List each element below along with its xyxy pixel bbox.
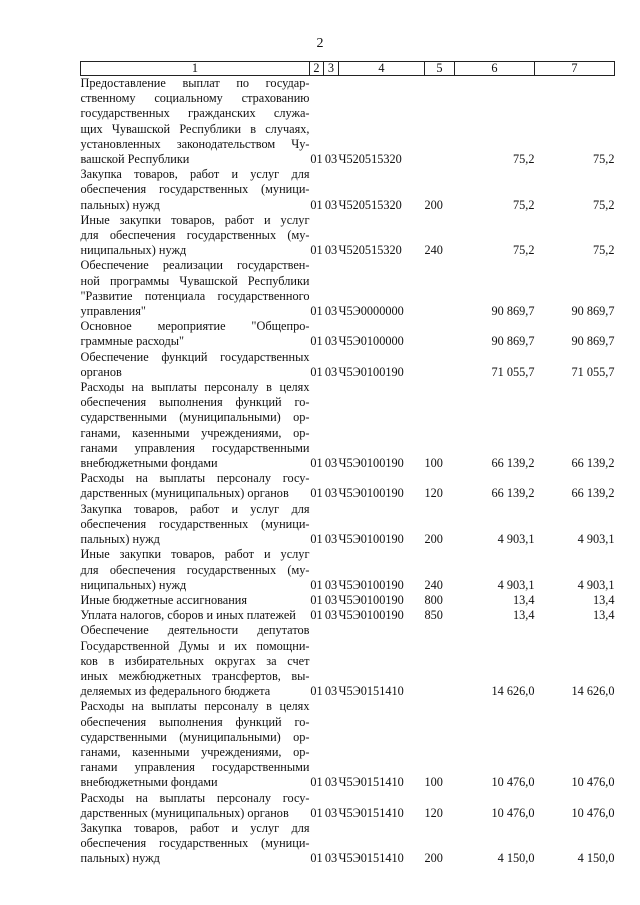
- section-code: 01: [310, 152, 323, 167]
- expense-type-code: 200: [424, 851, 443, 866]
- amount-year-2: 4 150,0: [577, 851, 615, 866]
- subsection-code: 03: [324, 775, 338, 790]
- expense-type-code: [425, 319, 455, 349]
- amount-year-1: 4 903,1: [497, 532, 535, 547]
- table-row: [81, 350, 615, 380]
- expense-type-code: 240: [424, 577, 443, 592]
- subsection-code: 03: [324, 532, 338, 547]
- expense-type-code: 240: [424, 243, 443, 258]
- target-article-code: Ч5Э0000000: [338, 304, 404, 319]
- expense-name-line: внебюджетными фондами: [80, 775, 218, 790]
- expense-name-line: ганами, казенными учреждениями, ор-: [80, 744, 310, 759]
- table-row: [81, 593, 615, 608]
- expense-type-code: 100: [424, 775, 443, 790]
- amount-year-1: 66 139,2: [491, 486, 535, 501]
- expense-name-line: Расходы на выплаты персоналу в целях: [80, 699, 310, 714]
- table-row: [81, 699, 615, 790]
- expense-name: [81, 258, 310, 319]
- expense-name-line: Уплата налогов, сборов и иных платежей: [80, 608, 296, 623]
- expense-name-line: ственному социальному страхованию: [80, 91, 310, 106]
- amount-year-2: 66 139,2: [571, 456, 615, 471]
- expense-type-code: [425, 623, 455, 699]
- expense-name-line: Обеспечение деятельности депутатов: [80, 623, 310, 638]
- expense-name-line: государственных гражданских служа-: [80, 106, 310, 121]
- expense-name: [81, 699, 310, 790]
- expense-name-line: Расходы на выплаты персоналу в целях: [80, 380, 310, 395]
- target-article-code: Ч5Э0151410: [338, 775, 404, 790]
- expense-name-line: сударственными (муниципальными) ор-: [80, 729, 310, 744]
- table-row: [81, 608, 615, 623]
- amount-year-1: 10 476,0: [491, 775, 535, 790]
- amount-year-1: 14 626,0: [491, 684, 535, 699]
- target-article-code: Ч5Э0100190: [338, 532, 404, 547]
- expense-name: [81, 167, 310, 213]
- table-row: [81, 791, 615, 821]
- expense-name-line: Расходы на выплаты персоналу госу-: [80, 790, 310, 805]
- amount-year-2: 71 055,7: [571, 364, 615, 379]
- column-header: 1: [81, 62, 310, 76]
- section-code: 01: [310, 304, 323, 319]
- expense-name-line: пальных) нужд: [80, 851, 160, 866]
- amount-year-2: 13,4: [592, 592, 615, 607]
- expense-name-line: Предоставление выплат по государ-: [80, 76, 310, 90]
- column-header: 7: [535, 62, 615, 76]
- expense-name-line: ной программы Чувашской Республики: [80, 273, 310, 288]
- expense-name: [81, 623, 310, 699]
- target-article-code: Ч5Э0100190: [338, 608, 404, 623]
- expense-type-code: 200: [424, 532, 443, 547]
- expense-name-line: ганами, казенными учреждениями, ор-: [80, 425, 310, 440]
- table-row: [81, 258, 615, 319]
- table-row: [81, 319, 615, 349]
- amount-year-2: 75,2: [592, 197, 615, 212]
- expense-type-code: [425, 258, 455, 319]
- section-code: 01: [310, 577, 323, 592]
- expense-name-line: ков в избирательных округах за счет: [80, 653, 310, 668]
- table-row: [81, 213, 615, 259]
- target-article-code: Ч5Э0151410: [338, 851, 404, 866]
- expense-name-line: ниципальных) нужд: [80, 577, 187, 592]
- subsection-code: 03: [324, 805, 338, 820]
- target-article-code: Ч520515320: [338, 152, 402, 167]
- expense-name-line: обеспечения выполнения функций го-: [80, 714, 310, 729]
- section-code: 01: [310, 334, 323, 349]
- amount-year-1: 66 139,2: [491, 456, 535, 471]
- amount-year-2: 4 903,1: [577, 577, 615, 592]
- amount-year-2: 75,2: [592, 152, 615, 167]
- section-code: 01: [310, 243, 323, 258]
- amount-year-2: 14 626,0: [571, 684, 615, 699]
- amount-year-2: 10 476,0: [571, 775, 615, 790]
- header-row: [81, 62, 615, 76]
- expense-name-line: Закупка товаров, работ и услуг для: [80, 167, 310, 182]
- target-article-code: Ч520515320: [338, 243, 402, 258]
- subsection-code: 03: [324, 851, 338, 866]
- target-article-code: Ч5Э0151410: [338, 805, 404, 820]
- expense-type-code: 100: [424, 456, 443, 471]
- target-article-code: Ч5Э0100000: [338, 334, 404, 349]
- table-row: [81, 380, 615, 471]
- subsection-code: 03: [324, 152, 338, 167]
- expense-name: [81, 319, 310, 349]
- expense-name-line: граммные расходы": [80, 334, 185, 349]
- amount-year-2: 90 869,7: [571, 304, 615, 319]
- amount-year-2: 66 139,2: [571, 486, 615, 501]
- expense-type-code: 800: [424, 592, 443, 607]
- expense-type-code: 120: [424, 805, 443, 820]
- target-article-code: Ч5Э0100190: [338, 456, 404, 471]
- target-article-code: Ч520515320: [338, 197, 402, 212]
- expense-name-line: для обеспечения государственных (му-: [80, 562, 310, 577]
- expense-name: [81, 380, 310, 471]
- expense-name-line: пальных) нужд: [80, 532, 160, 547]
- table-row: [81, 623, 615, 699]
- expense-name: [81, 821, 310, 867]
- section-code: 01: [310, 775, 323, 790]
- section-code: 01: [310, 592, 323, 607]
- expense-name-line: ганами управления государственными: [80, 760, 310, 775]
- amount-year-1: 4 903,1: [497, 577, 535, 592]
- section-code: 01: [310, 608, 323, 623]
- expense-name-line: внебюджетными фондами: [80, 456, 218, 471]
- page-number: 2: [316, 36, 324, 51]
- expense-name: [81, 593, 310, 608]
- expense-name-line: дарственных (муниципальных) органов: [80, 486, 289, 501]
- section-code: 01: [310, 364, 323, 379]
- subsection-code: 03: [324, 486, 338, 501]
- target-article-code: Ч5Э0100190: [338, 577, 404, 592]
- subsection-code: 03: [324, 577, 338, 592]
- amount-year-1: 75,2: [512, 197, 535, 212]
- table-row: [81, 502, 615, 548]
- expense-name-line: "Развитие потенциала государственного: [80, 288, 310, 303]
- expense-name-line: Иные закупки товаров, работ и услуг: [80, 547, 310, 562]
- expense-name-line: дарственных (муниципальных) органов: [80, 805, 289, 820]
- subsection-code: 03: [324, 304, 338, 319]
- target-article-code: Ч5Э0100190: [338, 486, 404, 501]
- amount-year-2: 75,2: [592, 243, 615, 258]
- expense-name-line: вашской Республики: [80, 152, 190, 167]
- subsection-code: 03: [324, 592, 338, 607]
- expense-name-line: иных межбюджетных трансфертов, вы-: [80, 668, 310, 683]
- table-row: [81, 76, 615, 168]
- column-header: 3: [324, 62, 339, 76]
- amount-year-1: 4 150,0: [497, 851, 535, 866]
- expense-name-line: ниципальных) нужд: [80, 243, 187, 258]
- expense-type-code: [425, 76, 455, 168]
- column-header: 6: [455, 62, 535, 76]
- target-article-code: Ч5Э0100190: [338, 364, 404, 379]
- amount-year-1: 90 869,7: [491, 334, 535, 349]
- amount-year-2: 4 903,1: [577, 532, 615, 547]
- expense-type-code: 850: [424, 608, 443, 623]
- column-header: 2: [310, 62, 324, 76]
- expense-name: [81, 350, 310, 380]
- expense-name: [81, 547, 310, 593]
- expense-name-line: Иные бюджетные ассигнования: [80, 592, 248, 607]
- expense-type-code: [425, 350, 455, 380]
- amount-year-2: 13,4: [592, 608, 615, 623]
- expense-name-line: пальных) нужд: [80, 197, 160, 212]
- section-code: 01: [310, 532, 323, 547]
- expense-name-line: управления": [80, 304, 146, 319]
- expense-name: [81, 76, 310, 168]
- expense-name-line: Закупка товаров, работ и услуг для: [80, 820, 310, 835]
- table-row: [81, 547, 615, 593]
- section-code: 01: [310, 197, 323, 212]
- amount-year-2: 90 869,7: [571, 334, 615, 349]
- expense-type-code: 120: [424, 486, 443, 501]
- expense-name-line: обеспечения государственных (муници-: [80, 836, 310, 851]
- expense-name-line: органов: [80, 364, 122, 379]
- expense-name-line: обеспечения выполнения функций го-: [80, 395, 310, 410]
- expense-name: [81, 502, 310, 548]
- amount-year-1: 13,4: [512, 608, 535, 623]
- expense-name-line: обеспечения государственных (муници-: [80, 182, 310, 197]
- expense-name-line: Обеспечение функций государственных: [80, 349, 310, 364]
- amount-year-1: 10 476,0: [491, 805, 535, 820]
- amount-year-2: 10 476,0: [571, 805, 615, 820]
- section-code: 01: [310, 684, 323, 699]
- section-code: 01: [310, 486, 323, 501]
- expense-name-line: Государственной Думы и их помощни-: [80, 638, 310, 653]
- section-code: 01: [310, 805, 323, 820]
- expense-name-line: обеспечения государственных (муници-: [80, 516, 310, 531]
- expense-name-line: Обеспечение реализации государствен-: [80, 258, 310, 273]
- subsection-code: 03: [324, 197, 338, 212]
- target-article-code: Ч5Э0151410: [338, 684, 404, 699]
- expense-name-line: установленных законодательством Чу-: [80, 136, 310, 151]
- expense-name-line: Закупка товаров, работ и услуг для: [80, 501, 310, 516]
- table-row: [81, 167, 615, 213]
- amount-year-1: 75,2: [512, 243, 535, 258]
- amount-year-1: 75,2: [512, 152, 535, 167]
- expense-name-line: для обеспечения государственных (му-: [80, 228, 310, 243]
- target-article-code: Ч5Э0100190: [338, 592, 404, 607]
- column-header: 5: [425, 62, 455, 76]
- expense-name-line: ганами управления государственными: [80, 440, 310, 455]
- subsection-code: 03: [324, 334, 338, 349]
- subsection-code: 03: [324, 364, 338, 379]
- expense-name-line: Иные закупки товаров, работ и услуг: [80, 212, 310, 227]
- amount-year-1: 71 055,7: [491, 364, 535, 379]
- column-header: 4: [339, 62, 425, 76]
- amount-year-1: 13,4: [512, 592, 535, 607]
- section-code: 01: [310, 456, 323, 471]
- expense-name-line: щих Чувашской Республики в случаях,: [80, 121, 310, 136]
- amount-year-1: 90 869,7: [491, 304, 535, 319]
- expense-type-code: 200: [424, 197, 443, 212]
- subsection-code: 03: [324, 684, 338, 699]
- expense-name: [81, 608, 310, 623]
- expense-name-line: деляемых из федерального бюджета: [80, 684, 271, 699]
- subsection-code: 03: [324, 456, 338, 471]
- table-row: [81, 821, 615, 867]
- expense-name: [81, 471, 310, 501]
- table-body: [81, 76, 615, 867]
- expense-name-line: Основное мероприятие "Общепро-: [80, 319, 310, 334]
- expense-name-line: Расходы на выплаты персоналу госу-: [80, 471, 310, 486]
- expense-name: [81, 213, 310, 259]
- budget-table: [80, 61, 615, 867]
- section-code: 01: [310, 851, 323, 866]
- table-row: [81, 471, 615, 501]
- subsection-code: 03: [324, 608, 338, 623]
- subsection-code: 03: [324, 243, 338, 258]
- expense-name: [81, 791, 310, 821]
- expense-name-line: сударственными (муниципальными) ор-: [80, 410, 310, 425]
